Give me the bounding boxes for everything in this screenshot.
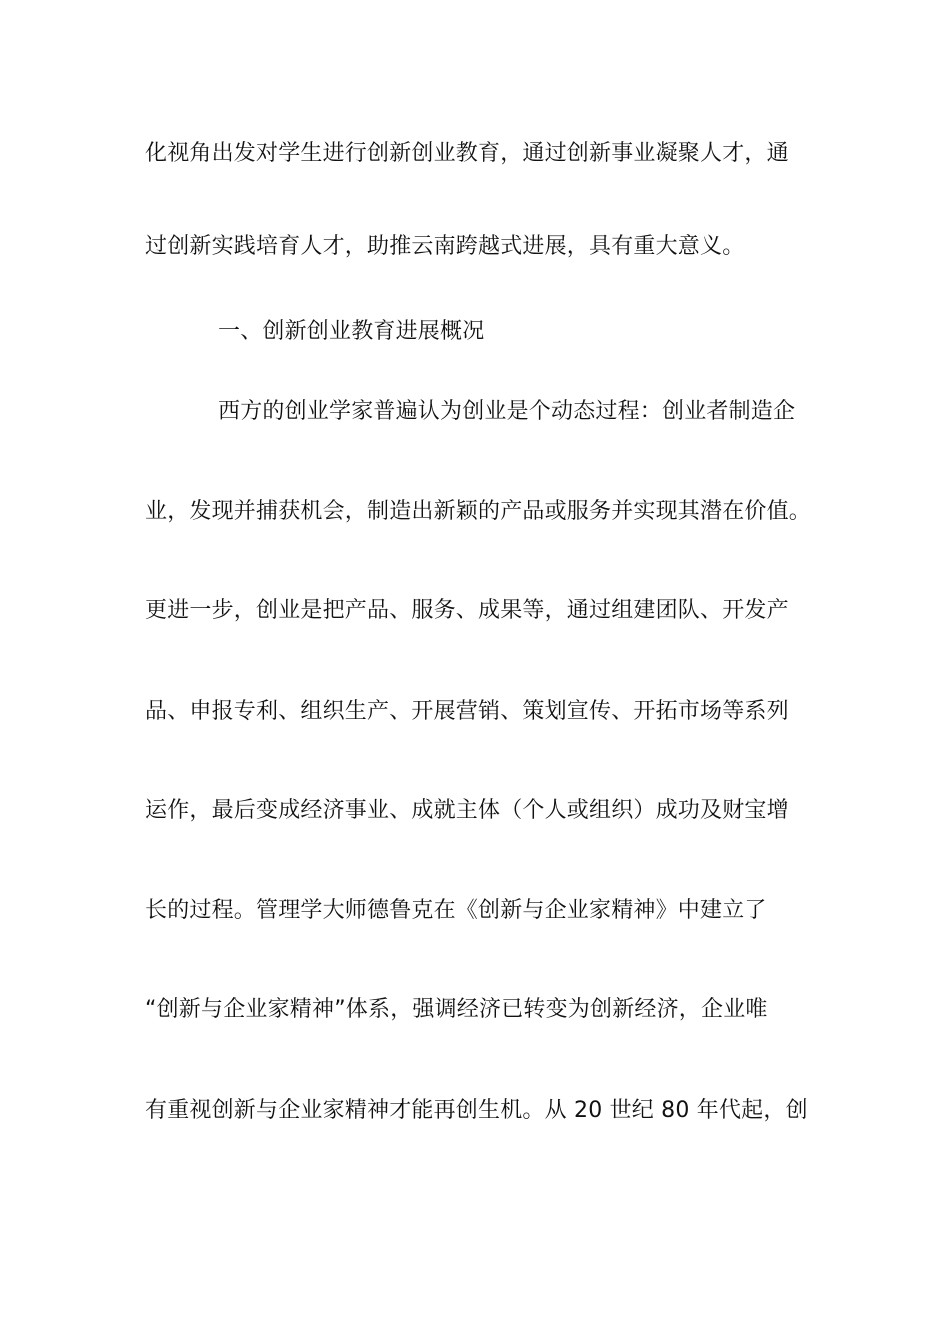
paragraph-line-6: 品、申报专利、组织生产、开展营销、策划宣传、开拓市场等系列 bbox=[145, 699, 789, 724]
section-heading: 一、创新创业教育进展概况 bbox=[218, 319, 485, 344]
paragraph-line-9: “创新与企业家精神”体系，强调经济已转变为创新经济，企业唯 bbox=[145, 997, 768, 1022]
paragraph-line-8: 长的过程。管理学大师德鲁克在《创新与企业家精神》中建立了 bbox=[145, 898, 767, 923]
paragraph-line-1: 化视角出发对学生进行创新创业教育，通过创新事业凝聚人才，通 bbox=[145, 141, 789, 166]
paragraph-line-7: 运作，最后变成经济事业、成就主体（个人或组织）成功及财宝增 bbox=[145, 798, 789, 823]
paragraph-line-2: 过创新实践培育人才，助推云南跨越式进展，具有重大意义。 bbox=[145, 234, 745, 259]
paragraph-line-5: 更进一步，创业是把产品、服务、成果等，通过组建团队、开发产 bbox=[145, 598, 789, 623]
paragraph-line-4: 业，发现并捕获机会，制造出新颖的产品或服务并实现其潜在价值。 bbox=[145, 499, 812, 524]
paragraph-line-3: 西方的创业学家普遍认为创业是个动态过程：创业者制造企 bbox=[218, 399, 796, 424]
paragraph-line-10: 有重视创新与企业家精神才能再创生机。从 20 世纪 80 年代起，创 bbox=[145, 1098, 808, 1123]
